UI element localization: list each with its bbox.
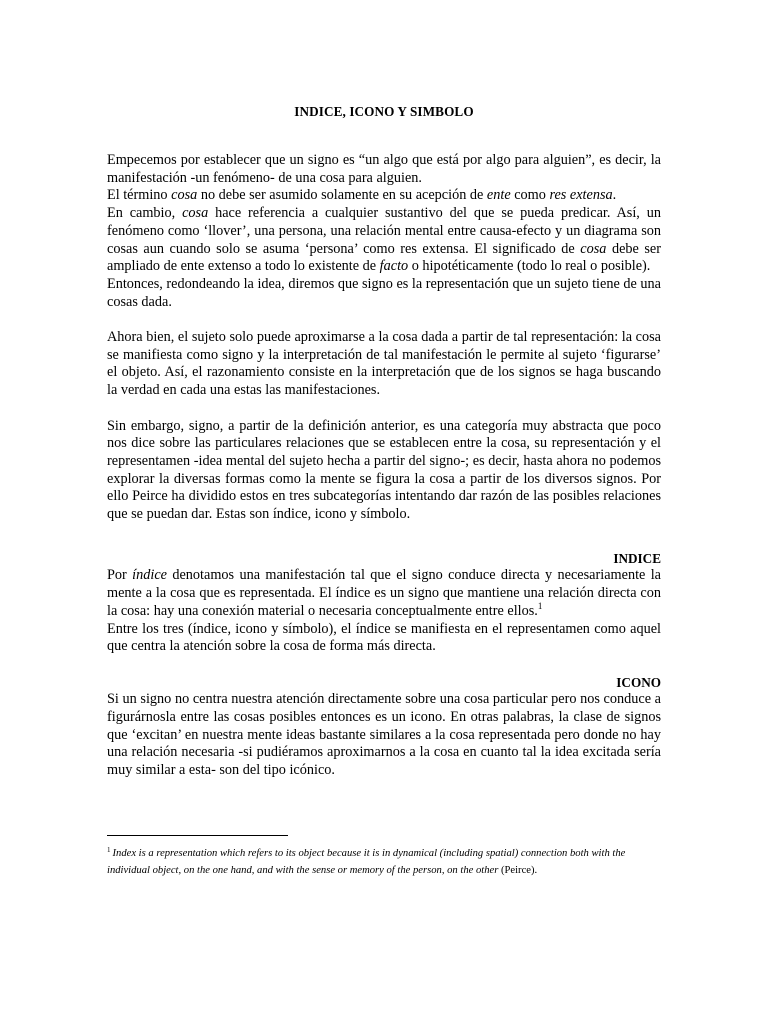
paragraph-indice: Por índice denotamos una manifestación tal que el signo conduce directa y necesariamente la mente a la cosa que es representada. El índice es un signo que mantiene una relación directa con la cosa: hay una conexión material o necesaria conceptualmente entre ellos.$^1$ Entre los tres (índice, icono y símbolo), el índice se manifiesta en el representamen como aquel que centra la atención sobre la cosa de forma más directa. [107, 567, 661, 655]
footnote [107, 842, 661, 879]
section-heading-icono: ICONO [616, 674, 661, 690]
footnote-citation: (Peirce). [498, 865, 538, 876]
paragraph-ahora-bien: Ahora bien, el sujeto solo puede aproximarse a la cosa dada a partir de tal representación: la cosa se manifiesta como signo y la interpretación de tal manifestación le permite al sujeto ‘figurarse’ el objeto. Así, el razonamiento consiste en la interpretación que de los signos se haga buscando la verdad en cada una estas las manifestaciones. [107, 329, 661, 399]
paragraph-icono: Si un signo no centra nuestra atención directamente sobre una cosa particular pero nos conduce a figurárnosla entre las cosas posibles entonces es un icono. En otras palabras, la clase de signos que ‘excitan’ en nuestra mente ideas bastante similares a la cosa representada pero donde no hay una relación necesaria -si pudiéramos aproximarnos a la cosa en cuanto tal la idea excitada sería muy similar a esta- son del tipo icónico. [107, 691, 661, 779]
paragraph-intro: Empecemos por establecer que un signo es “un algo que está por algo para alguien”, es decir, la manifestación -un fenómeno- de una cosa para alguien. El término cosa no debe ser asumido solamente en su acepción de ente como res extensa. En cambio, cosa hace referencia a cualquier sustantivo del que se pueda predicar. Así, un fenómeno como ‘llover’, una persona, una relación mental entre causa-efecto y un diagrama son cosas aun cuando solo se asuma ‘persona’ como res extensa. El significado de cosa debe ser ampliado de ente extenso a todo lo existente de facto o hipotéticamente (todo lo real o posible). Entonces, redondeando la idea, diremos que signo es la representación que un sujeto tiene de una cosas dada. [107, 152, 662, 310]
footnote-quote: Index is a representation which refers to its object because it is in dynamical (including spatial) connection both with the individual object, on the one hand, and with the sense or memory of the person, on the other [107, 848, 626, 876]
footnote-separator [107, 835, 288, 836]
paragraph-sin-embargo: Sin embargo, signo, a partir de la definición anterior, es una categoría muy abstracta que poco nos dice sobre las particulares relaciones que se establecen entre la cosa, su representación y el representamen -idea mental del sujeto hecha a partir del signo-; es decir, hasta ahora no podemos explorar la diversas formas como la mente se figura la cosa a partir de los diversos signos. Por ello Peirce ha dividido estos en tres subcategorías intentando dar razón de las posibles relaciones que se puedan dar. Estas son índice, icono y símbolo. [107, 417, 661, 523]
section-heading-indice: INDICE [613, 550, 661, 566]
document-page [107, 104, 661, 780]
document-title: INDICE, ICONO Y SIMBOLO [294, 104, 474, 119]
footnote-mark: 1 [107, 846, 111, 854]
